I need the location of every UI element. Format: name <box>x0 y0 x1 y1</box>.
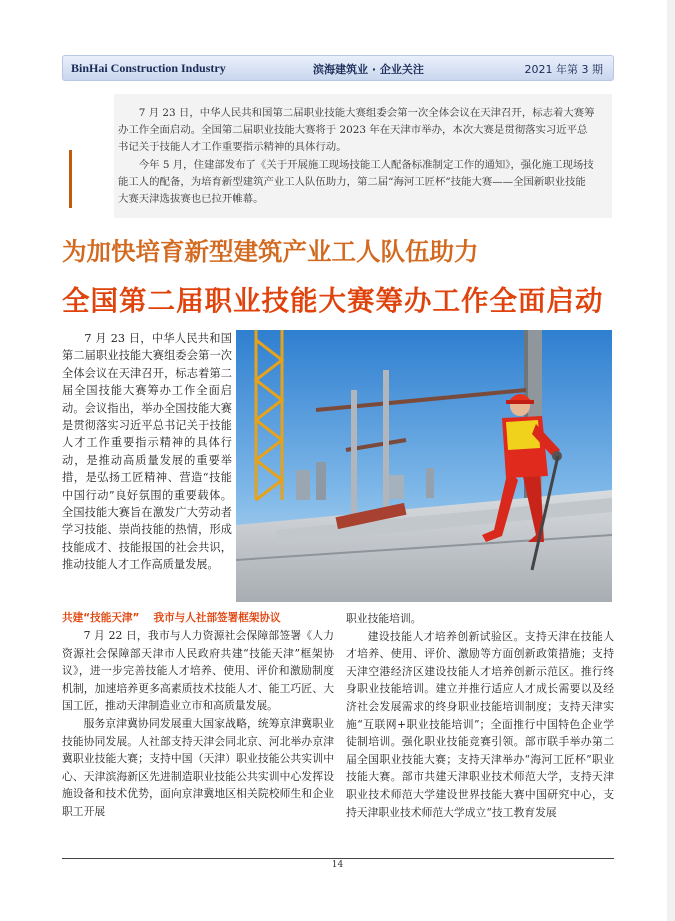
summary-accent-bar <box>69 150 72 208</box>
article-title-line-2: 全国第二届职业技能大赛筹办工作全面启动 <box>62 285 604 317</box>
body-column-right <box>346 610 614 821</box>
article-title-line-1: 为加快培育新型建筑产业工人队伍助力 <box>62 237 479 266</box>
summary-paragraph-2: 今年 5 月，住建部发布了《关于开展施工现场技能工人配备标准制定工作的通知》，强化施工现场技能工人的配备，为培育新型建筑产业工人队伍助力，第二届“海河工匠杯”技能大赛——全国新职业技能大赛天津选拔赛也已拉开帷幕。 <box>118 159 594 205</box>
issue-label: 2021 年第 3 期 <box>524 63 603 76</box>
subheading-part-a: 共建“技能天津” <box>62 612 140 624</box>
body-paragraph-continued: 职业技能培训。 <box>346 612 422 625</box>
subheading-part-b: 我市与人社部签署框架协议 <box>153 612 281 624</box>
publication-name-en: BinHai Construction Industry <box>71 61 226 75</box>
section-subheading <box>62 610 334 627</box>
summary-paragraph-1: 7 月 23 日，中华人民共和国第二届职业技能大赛组委会第一次全体会议在天津召开，标志着大赛筹办工作全面启动。全国第二届职业技能大赛将于 2023 年在天津市举办，本次大赛是贯彻落实习近平总书记关于技能人才工作重要指示精神的具体行动。 <box>118 107 595 153</box>
footer-rule <box>62 858 614 859</box>
construction-worker-photo <box>236 330 612 602</box>
header-bar <box>62 55 614 81</box>
page-number: 14 <box>331 860 344 870</box>
body-paragraph-3: 建设技能人才培养创新试验区。支持天津在技能人才培养、使用、评价、激励等方面创新政策措施；支持天津空港经济区建设技能人才培养创新示范区。推行终身职业技能培训。建立并推行适应人才成长需要以及经济社会发展需求的终身职业技能培训制度；支持天津实施“互联网+职业技能培训”；全面推行中国特色企业学徒制培训。强化职业技能竞赛引领。部市联手举办第二届全国职业技能大赛；支持天津举办“海河工匠杯”职业技能大赛。部市共建天津职业技术师范大学，支持天津职业技术师范大学建设世界技能大赛中国研究中心，支持天津职业技术师范大学成立“技工教育发展 <box>346 629 614 819</box>
body-paragraph-2: 服务京津冀协同发展重大国家战略，统筹京津冀职业技能协同发展。人社部支持天津会同北京、河北举办京津冀职业技能大赛；支持中国（天津）职业技能公共实训中心、天津滨海新区先进制造职业技能公共实训中心发挥设施设备和技术优势，面向京津冀地区相关院校师生和企业职工开展 <box>62 716 334 818</box>
body-column-left <box>62 610 334 821</box>
intro-paragraph: 7 月 23 日，中华人民共和国第二届职业技能大赛组委会第一次全体会议在天津召开，标志着第二届全国技能大赛筹办工作全面启动。会议指出，举办全国技能大赛是贯彻落实习近平总书记关于技能人才工作重要指示精神的具体行动，是推动高质量发展的重要举措，是弘扬工匠精神、营造“技能中国行动”良好氛围的重要载体。全国技能大赛旨在激发广大劳动者学习技能、崇尚技能的热情，形成技能成才、技能报国的社会共识，推动技能人才工作高质量发展。 <box>62 332 232 572</box>
body-paragraph-1: 7 月 22 日，我市与人力资源社会保障部签署《人力资源社会保障部天津市人民政府共建“技能天津”框架协议》，进一步完善技能人才培养、使用、评价和激励制度机制，加速培养更多高素质技术技能人才、能工巧匠、大国工匠，推动天津制造业立市和高质量发展。 <box>62 629 334 713</box>
section-label: 滨海建筑业 · 企业关注 <box>313 63 424 76</box>
intro-column <box>62 330 232 574</box>
